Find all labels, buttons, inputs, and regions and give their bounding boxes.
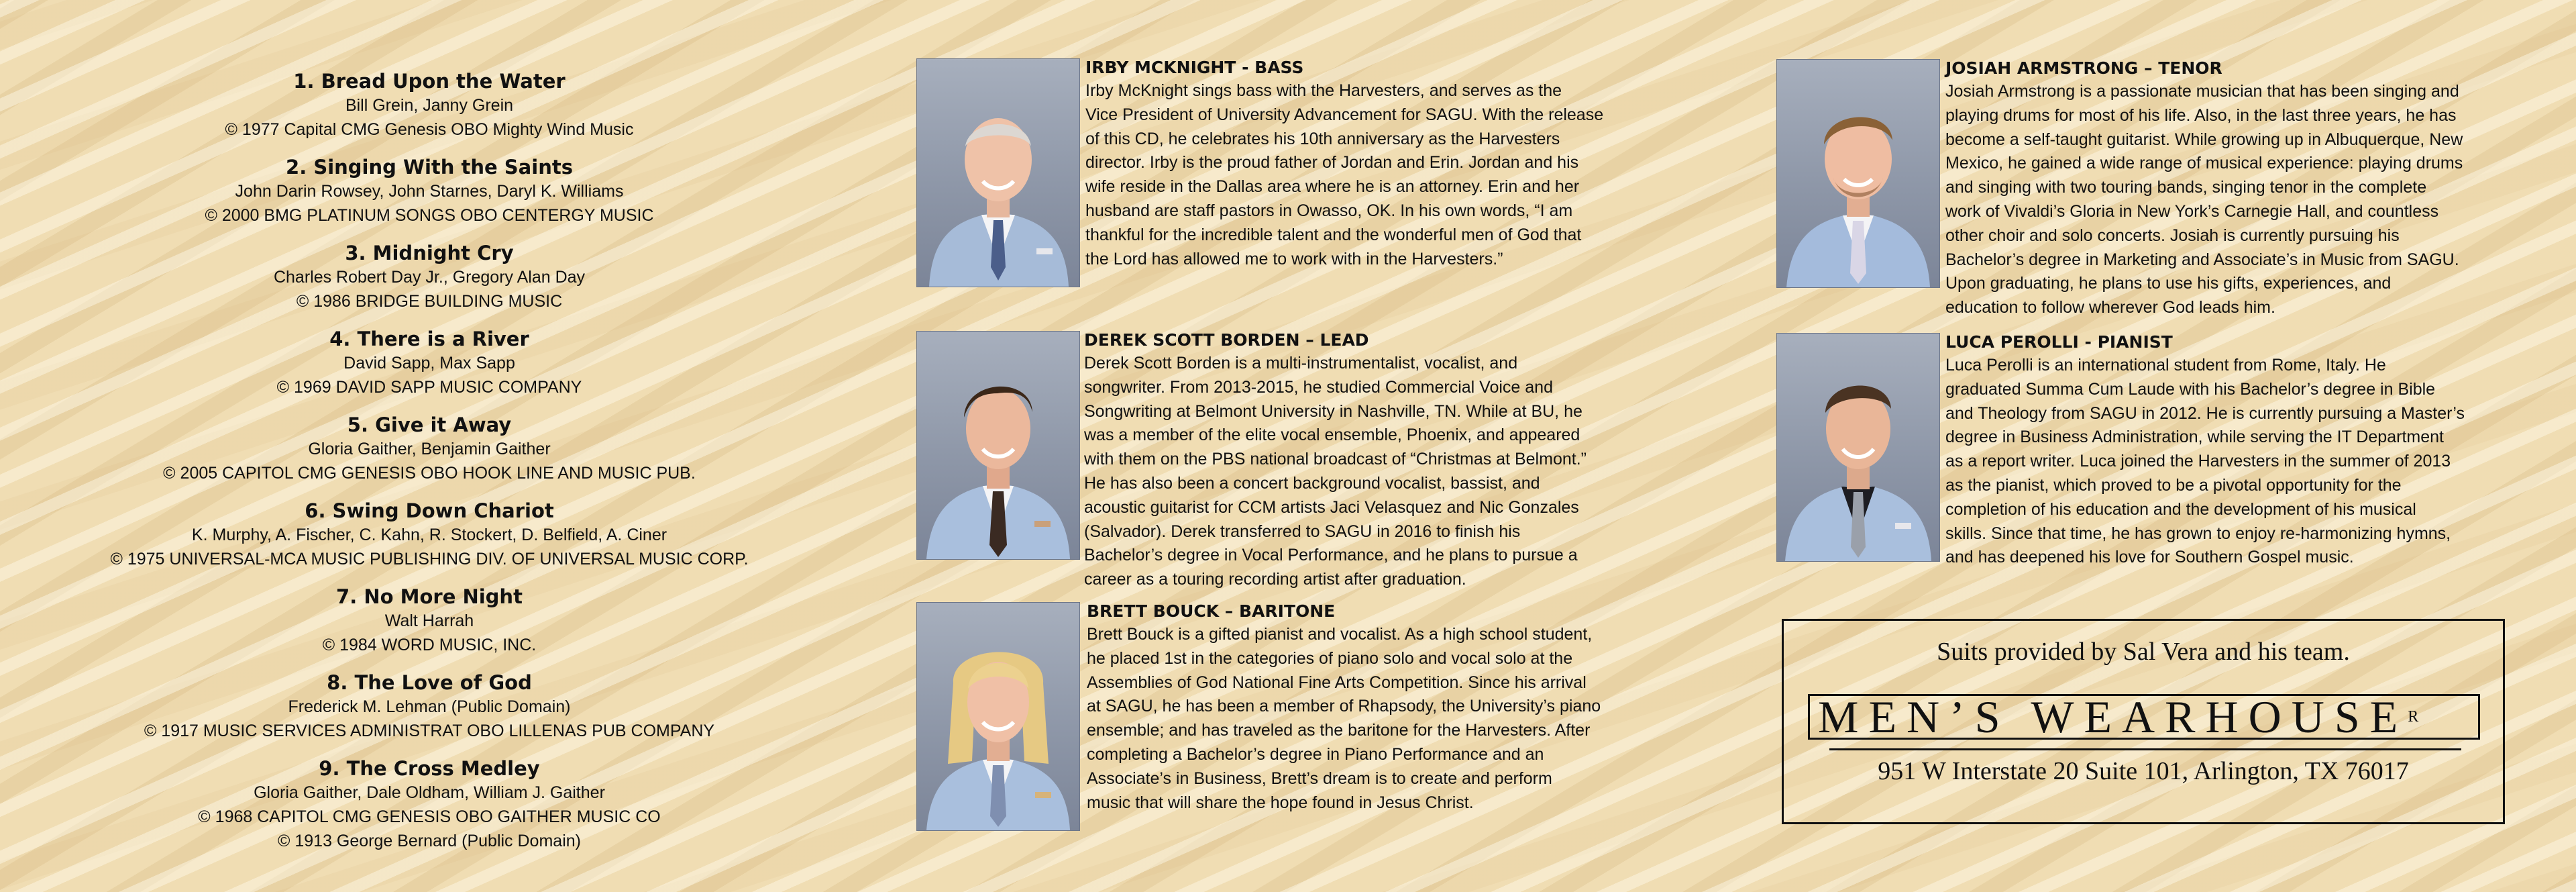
- bio-line: Associate’s in Business, Brett’s dream is to create and perform: [1087, 769, 1552, 788]
- derek-portrait-image: [917, 332, 1079, 559]
- sponsor-box: [1782, 619, 2505, 824]
- bio-line: other choir and solo concerts. Josiah is currently pursuing his: [1945, 226, 2400, 245]
- track-title: 4. There is a River: [329, 328, 529, 350]
- track-writers: Walt Harrah: [384, 611, 474, 630]
- track-title: 7. No More Night: [336, 585, 523, 608]
- bio-line: (Salvador). Derek transferred to SAGU in 2016 to finish his: [1084, 522, 1521, 541]
- track-title: 3. Midnight Cry: [345, 242, 514, 264]
- sponsor-address: 951 W Interstate 20 Suite 101, Arlington, TX 76017: [1878, 757, 2409, 785]
- bio-line: Mexico, he gained a wide range of musical experience: playing drums: [1945, 154, 2463, 173]
- track-copyright: © 1977 Capital CMG Genesis OBO Mighty Wind Music: [225, 120, 634, 139]
- bio-line: and Theology from SAGU in 2012. He is currently pursuing a Master’s: [1945, 403, 2465, 423]
- bio-line: Luca Perolli is an international student from Rome, Italy. He: [1945, 356, 2386, 375]
- bio-line: and has deepened his love for Southern Gospel music.: [1945, 548, 2354, 567]
- luca-photo: [1776, 333, 1940, 562]
- track-item: [80, 413, 778, 485]
- irby-portrait-image: [917, 59, 1079, 287]
- bio-line: Upon graduating, he plans to use his gifts, experiences, and: [1945, 274, 2392, 293]
- track-copyright: © 2005 CAPITOL CMG GENESIS OBO HOOK LINE AND MUSIC PUB.: [163, 464, 696, 483]
- irby-bio-text: [1085, 79, 1669, 271]
- bio-line: Bachelor’s degree in Marketing and Associate’s in Music from SAGU.: [1945, 250, 2459, 269]
- bio-line: Brett Bouck is a gifted pianist and vocalist. As a high school student,: [1087, 625, 1593, 644]
- bio-line: wife reside in the Dallas area where he is an attorney. Erin and her: [1085, 177, 1580, 197]
- track-copyright: © 1917 MUSIC SERVICES ADMINISTRAT OBO LILLENAS PUB COMPANY: [144, 722, 715, 740]
- logo-underline: [1829, 748, 2461, 750]
- bio-line: was a member of the elite vocal ensemble, Phoenix, and appeared: [1084, 426, 1580, 445]
- bio-line: degree in Business Administration, while serving the IT Department: [1945, 428, 2444, 447]
- bio-line: with them on the PBS national broadcast of “Christmas at Belmont.”: [1084, 450, 1587, 469]
- track-copyright: © 1913 George Bernard (Public Domain): [278, 832, 581, 850]
- track-item: [80, 499, 778, 571]
- track-writers: David Sapp, Max Sapp: [343, 354, 515, 373]
- luca-portrait-image: [1777, 334, 1939, 561]
- registered-mark-icon: R: [2408, 708, 2419, 726]
- bio-line: playing drums for most of his life. Also, in the last three years, he has: [1945, 105, 2457, 125]
- brett-name: BRETT BOUCK – BARITONE: [1087, 601, 1336, 621]
- track-writers: Charles Robert Day Jr., Gregory Alan Day: [273, 268, 586, 287]
- track-copyright: © 1968 CAPITOL CMG GENESIS OBO GAITHER MUSIC CO: [198, 807, 661, 826]
- derek-bio-text: [1084, 352, 1674, 592]
- irby-name: IRBY MCKNIGHT - BASS: [1085, 58, 1304, 77]
- bio-line: acoustic guitarist for CCM artists Jaci Velasquez and Nic Gonzales: [1084, 497, 1579, 517]
- bio-line: Assemblies of God National Fine Arts Competition. Since his arrival: [1087, 673, 1587, 692]
- bio-line: thankful for the incredible talent and the wonderful men of God that: [1085, 225, 1582, 244]
- luca-bio-text: [1945, 354, 2549, 570]
- josiah-photo: [1776, 59, 1940, 288]
- bio-line: skills. Since that time, he has grown to enjoy re-harmonizing hymns,: [1945, 524, 2451, 543]
- brett-bio-text: [1087, 623, 1677, 815]
- track-writers: John Darin Rowsey, John Starnes, Daryl K. Williams: [235, 182, 624, 201]
- irby-photo: [916, 58, 1080, 287]
- bio-line: and singing with two touring bands, singing tenor in the complete: [1945, 178, 2427, 197]
- derek-name: DEREK SCOTT BORDEN – LEAD: [1084, 330, 1369, 350]
- josiah-name: JOSIAH ARMSTRONG – TENOR: [1945, 58, 2222, 78]
- bio-line: the Lord has allowed me to work with in the Harvesters.”: [1085, 249, 1503, 268]
- bio-line: Derek Scott Borden is a multi-instrumentalist, vocalist, and: [1084, 354, 1518, 373]
- bio-line: Vice President of University Advancement for SAGU. With the release: [1085, 105, 1604, 124]
- track-writers: Gloria Gaither, Dale Oldham, William J. Gaither: [254, 783, 605, 802]
- track-title: 6. Swing Down Chariot: [305, 499, 554, 522]
- track-title: 2. Singing With the Saints: [286, 156, 573, 179]
- track-item: [80, 241, 778, 313]
- sponsor-credit: Suits provided by Sal Vera and his team.: [1937, 638, 2350, 666]
- josiah-bio-text: [1945, 80, 2549, 320]
- track-writers: Gloria Gaither, Benjamin Gaither: [308, 440, 551, 458]
- track-title: 8. The Love of God: [327, 671, 532, 694]
- bio-line: of this CD, he celebrates his 10th anniversary as the Harvesters: [1085, 129, 1560, 148]
- bio-line: director. Irby is the proud father of Jordan and Erin. Jordan and his: [1085, 153, 1579, 172]
- luca-name: LUCA PEROLLI - PIANIST: [1945, 332, 2173, 352]
- brett-photo: [916, 602, 1080, 831]
- bio-line: Josiah Armstrong is a passionate musician that has been singing and: [1945, 82, 2459, 101]
- track-writers: K. Murphy, A. Fischer, C. Kahn, R. Stockert, D. Belfield, A. Ciner: [191, 526, 667, 544]
- bio-line: as the pianist, which proved to be a pivotal opportunity for the: [1945, 475, 2402, 495]
- track-item: [80, 155, 778, 228]
- track-title: 9. The Cross Medley: [319, 757, 540, 780]
- logo-wordmark: MEN’S WEARHOUSE: [1818, 691, 2408, 742]
- bio-line: Irby McKnight sings bass with the Harvesters, and serves as the: [1085, 81, 1562, 100]
- bio-line: graduated Summa Cum Laude with his Bachelor’s degree in Bible: [1945, 379, 2436, 399]
- track-list: [80, 69, 778, 866]
- track-item: [80, 671, 778, 743]
- bio-line: education to follow wherever God leads him.: [1945, 298, 2275, 317]
- bio-line: he placed 1st in the categories of piano solo and vocal solo at the: [1087, 648, 1573, 668]
- bio-line: completing a Bachelor’s degree in Piano Performance and an: [1087, 744, 1544, 764]
- bio-line: become a self-taught guitarist. While growing up in Albuquerque, New: [1945, 130, 2463, 149]
- track-item: [80, 327, 778, 399]
- brett-portrait-image: [917, 603, 1079, 830]
- josiah-portrait-image: [1777, 60, 1939, 287]
- bio-line: work of Vivaldi’s Gloria in New York’s Carnegie Hall, and countless: [1945, 201, 2439, 221]
- track-title: 5. Give it Away: [347, 413, 512, 436]
- track-item: [80, 69, 778, 142]
- track-item: [80, 585, 778, 657]
- bio-line: completion of his education and the development of his musical: [1945, 499, 2416, 519]
- derek-photo: [916, 331, 1080, 560]
- track-copyright: © 1986 BRIDGE BUILDING MUSIC: [296, 292, 563, 311]
- bio-line: Songwriting at Belmont University in Nashville, TN. While at BU, he: [1084, 401, 1582, 421]
- track-title: 1. Bread Upon the Water: [293, 70, 566, 93]
- track-item: [80, 756, 778, 853]
- track-copyright: © 2000 BMG PLATINUM SONGS OBO CENTERGY MUSIC: [205, 206, 654, 225]
- bio-line: ensemble; and has traveled as the baritone for the Harvesters. After: [1087, 721, 1591, 740]
- bio-line: career as a touring recording artist after graduation.: [1084, 570, 1466, 589]
- track-writers: Bill Grein, Janny Grein: [345, 96, 514, 115]
- bio-line: music that will share the hope found in Jesus Christ.: [1087, 793, 1474, 812]
- bio-line: husband are staff pastors in Owasso, OK. In his own words, “I am: [1085, 201, 1573, 220]
- track-copyright: © 1975 UNIVERSAL-MCA MUSIC PUBLISHING DIV. OF UNIVERSAL MUSIC CORP.: [110, 550, 749, 568]
- track-copyright: © 1969 DAVID SAPP MUSIC COMPANY: [276, 378, 582, 397]
- track-copyright: © 1984 WORD MUSIC, INC.: [322, 636, 537, 654]
- track-writers: Frederick M. Lehman (Public Domain): [288, 697, 571, 716]
- mens-wearhouse-logo: [1808, 691, 2480, 742]
- bio-line: as a report writer. Luca joined the Harvesters in the summer of 2013: [1945, 452, 2451, 471]
- bio-line: Bachelor’s degree in Vocal Performance, and he plans to pursue a: [1084, 546, 1578, 565]
- bio-line: at SAGU, he has been a member of Rhapsody, the University’s piano: [1087, 697, 1601, 716]
- bio-line: songwriter. From 2013-2015, he studied Commercial Voice and: [1084, 377, 1553, 397]
- bio-line: He has also been a concert background vocalist, bassist, and: [1084, 473, 1540, 493]
